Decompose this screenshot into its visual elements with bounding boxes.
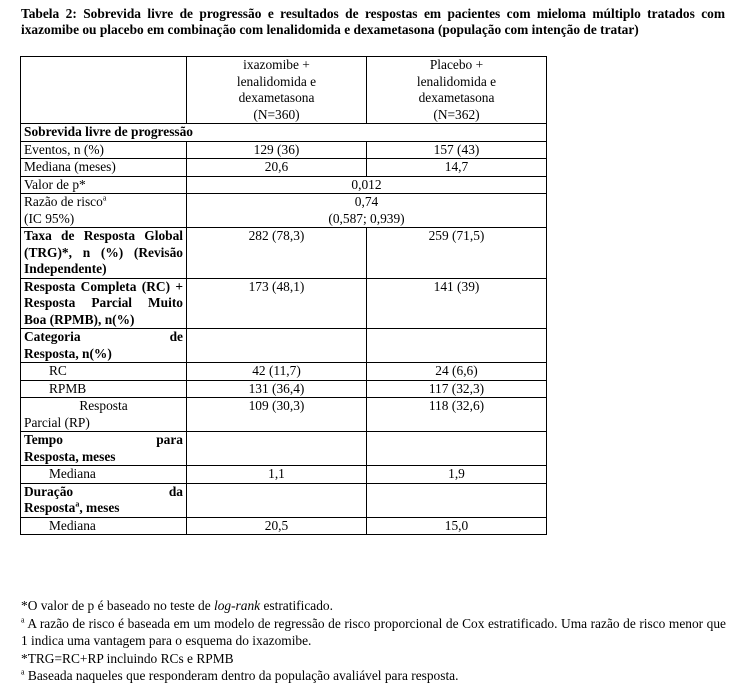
razao-value: 0,74 bbox=[354, 194, 379, 209]
table-caption: Tabela 2: Sobrevida livre de progressão e resultados de respostas em pacientes com mieloma múltiplo tratados com ixazomibe ou placebo em combinação com lenalidomida e dexametasona (população com intenção de tratar) bbox=[21, 6, 725, 37]
row-label: Mediana (meses) bbox=[21, 159, 187, 177]
cell-value: 0,012 bbox=[187, 176, 547, 194]
razao-ic: (0,587; 0,939) bbox=[328, 210, 405, 226]
footnote-hazard bbox=[21, 615, 726, 650]
footnote-pvalue bbox=[21, 597, 726, 615]
label-part: Parcial (RP) bbox=[24, 414, 90, 430]
header-line: (N=362) bbox=[433, 106, 480, 122]
label-part: Resposta, n(%) bbox=[24, 345, 112, 361]
footnote-italic: log-rank bbox=[213, 598, 261, 613]
table-row bbox=[21, 329, 547, 363]
footnote-text: A razão de risco é baseada em um modelo de regressão de risco proporcional de Cox estratificado. Uma razão de risco menor que 1 indica uma vantagem para o esquema do ixazomibe. bbox=[21, 615, 726, 649]
header-line: lenalidomida e bbox=[236, 73, 317, 89]
footnote-marker: a bbox=[102, 193, 107, 203]
empty-cell bbox=[367, 483, 547, 517]
label-part: da bbox=[168, 483, 183, 499]
row-label: Valor de p* bbox=[21, 176, 187, 194]
row-label bbox=[21, 483, 187, 517]
footnote-marker: a bbox=[21, 615, 25, 625]
row-label bbox=[21, 194, 187, 228]
label-part: para bbox=[156, 432, 183, 447]
footnote-trg: *TRG=RC+RP incluindo RCs e RPMB bbox=[21, 650, 234, 666]
empty-cell bbox=[367, 329, 547, 363]
cell-value: 129 (36) bbox=[187, 141, 367, 159]
table-row bbox=[21, 228, 547, 279]
row-label: RPMB bbox=[21, 380, 187, 398]
cell-value: 118 (32,6) bbox=[367, 398, 547, 432]
header-line: Placebo + bbox=[429, 57, 484, 72]
cell-value: 20,6 bbox=[187, 159, 367, 177]
table-row bbox=[21, 278, 547, 329]
cell-value: 42 (11,7) bbox=[187, 363, 367, 381]
row-label bbox=[21, 398, 187, 432]
table-row bbox=[21, 141, 547, 159]
empty-cell bbox=[187, 432, 367, 466]
empty-cell bbox=[187, 329, 367, 363]
table-row bbox=[21, 159, 547, 177]
label-part: , meses bbox=[79, 500, 120, 515]
row-label bbox=[21, 432, 187, 466]
label-part: Duração bbox=[24, 483, 74, 499]
header-line: ixazomibe + bbox=[243, 57, 310, 72]
row-label: Mediana bbox=[21, 517, 187, 535]
footnote-marker: a bbox=[75, 499, 80, 509]
label-part: de bbox=[169, 329, 183, 344]
label-part: Tempo bbox=[24, 432, 63, 447]
header-line: dexametasona bbox=[238, 90, 315, 105]
label-part: Resposta bbox=[79, 398, 128, 413]
footnote-marker: a bbox=[21, 667, 25, 677]
cell-value: 173 (48,1) bbox=[187, 278, 367, 329]
footnote-text: estratificado. bbox=[260, 598, 333, 613]
footnote-text: *O valor de p é baseado no teste de bbox=[21, 598, 214, 613]
footnote-text: Baseada naqueles que responderam dentro da população avaliável para resposta. bbox=[24, 668, 459, 684]
table-row bbox=[21, 380, 547, 398]
cell-value: 1,1 bbox=[187, 466, 367, 484]
cell-value: 259 (71,5) bbox=[367, 228, 547, 279]
row-label: Taxa de Resposta Global (TRG)*, n (%) (Revisão Independente) bbox=[21, 228, 187, 279]
label-part: Resposta, meses bbox=[24, 448, 116, 464]
row-label: Mediana bbox=[21, 466, 187, 484]
row-label bbox=[21, 329, 187, 363]
table-row bbox=[21, 194, 547, 228]
cell-value: 24 (6,6) bbox=[367, 363, 547, 381]
cell-value: 15,0 bbox=[367, 517, 547, 535]
header-line: dexametasona bbox=[418, 90, 495, 105]
header-line: lenalidomida e bbox=[416, 73, 497, 89]
header-empty-cell bbox=[21, 57, 187, 124]
footnotes bbox=[21, 597, 726, 685]
header-ixazomibe bbox=[187, 57, 367, 124]
table-row bbox=[21, 483, 547, 517]
label-part: Categoria bbox=[24, 329, 81, 344]
cell-value: 109 (30,3) bbox=[187, 398, 367, 432]
cell-value: 131 (36,4) bbox=[187, 380, 367, 398]
table-row bbox=[21, 466, 547, 484]
header-placebo bbox=[367, 57, 547, 124]
results-table bbox=[20, 56, 547, 535]
cell-value: 141 (39) bbox=[367, 278, 547, 329]
label-part: Resposta bbox=[24, 500, 76, 515]
cell-value: 1,9 bbox=[367, 466, 547, 484]
table-row bbox=[21, 432, 547, 466]
row-label: RC bbox=[21, 363, 187, 381]
cell-value: 282 (78,3) bbox=[187, 228, 367, 279]
razao-label: Razão de risco bbox=[24, 194, 103, 209]
cell-value: 117 (32,3) bbox=[367, 380, 547, 398]
table-row bbox=[21, 398, 547, 432]
table-row bbox=[21, 176, 547, 194]
cell-value: 157 (43) bbox=[367, 141, 547, 159]
table-header-row bbox=[21, 57, 547, 124]
empty-cell bbox=[187, 483, 367, 517]
cell-value bbox=[187, 194, 547, 228]
ic-label: (IC 95%) bbox=[24, 210, 75, 226]
table-row bbox=[21, 363, 547, 381]
section-title-pfs: Sobrevida livre de progressão bbox=[21, 124, 547, 142]
cell-value: 14,7 bbox=[367, 159, 547, 177]
table-row bbox=[21, 517, 547, 535]
cell-value: 20,5 bbox=[187, 517, 367, 535]
row-label: Eventos, n (%) bbox=[21, 141, 187, 159]
footnote-responders bbox=[21, 667, 726, 685]
row-label: Resposta Completa (RC) + Resposta Parcial Muito Boa (RPMB), n(%) bbox=[21, 278, 187, 329]
empty-cell bbox=[367, 432, 547, 466]
section-row-pfs bbox=[21, 124, 547, 142]
header-line: (N=360) bbox=[253, 106, 300, 122]
